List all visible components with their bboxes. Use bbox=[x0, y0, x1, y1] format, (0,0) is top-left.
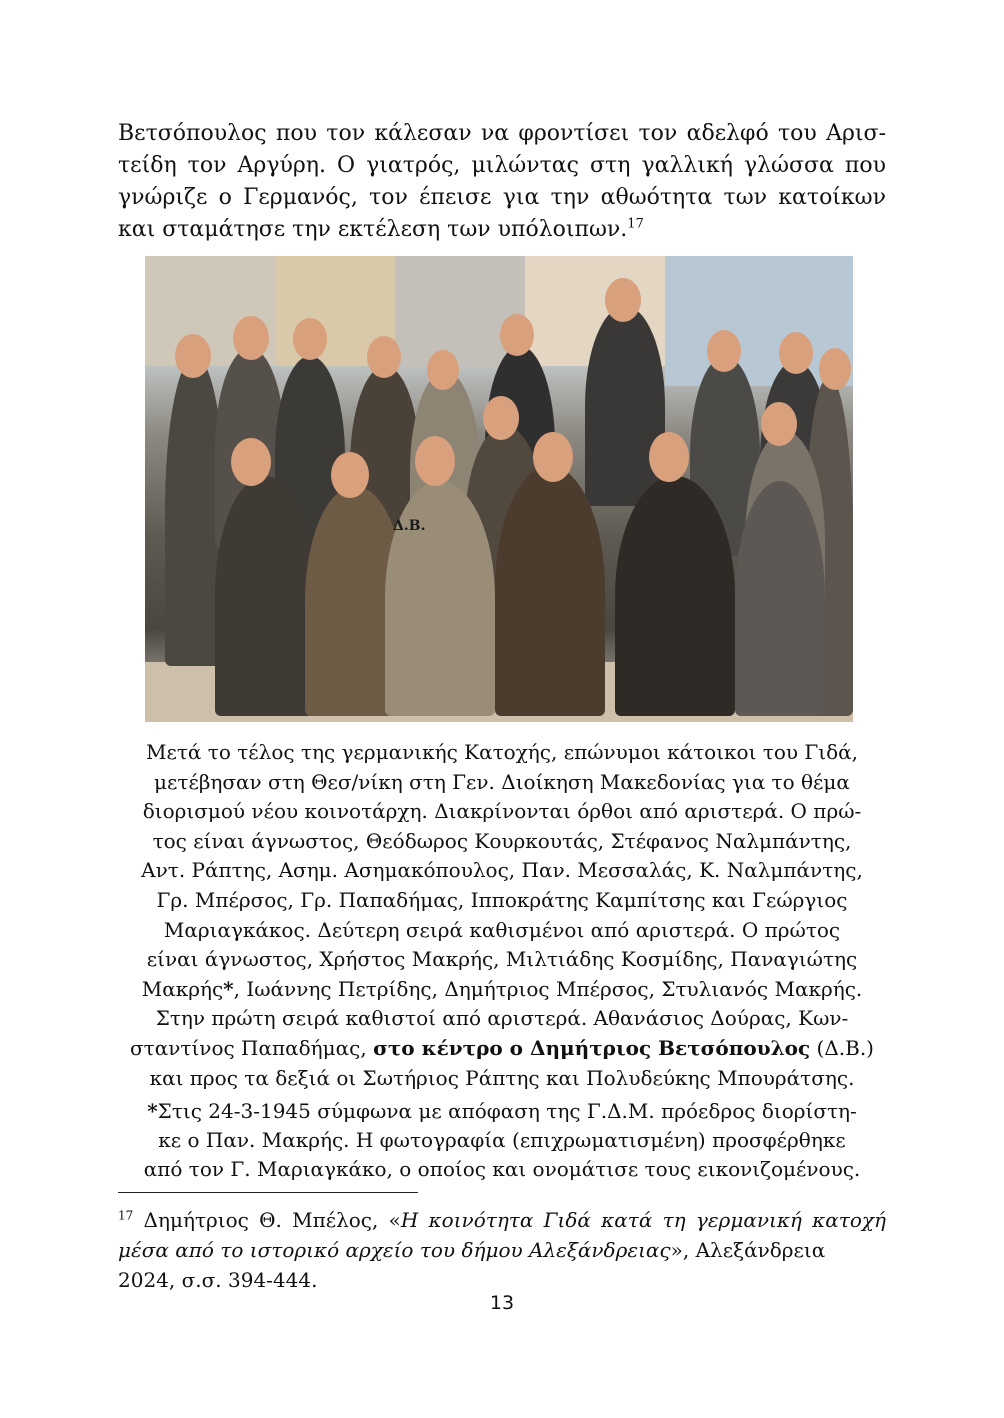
body-line-1: Βετσόπουλος που τον κάλεσαν να φροντίσει τον αδελφό του Αρισ- bbox=[118, 121, 886, 146]
caption-highlight: στο κέντρο ο Δημήτριος Βετσόπουλος bbox=[373, 1035, 811, 1060]
body-line-3: γνώριζε ο Γερμανός, τον έπεισε για την αθωότητα των κατοίκων bbox=[118, 185, 886, 210]
note-asterisk: * bbox=[147, 1099, 158, 1123]
body-paragraph bbox=[118, 118, 886, 246]
note-line: κε ο Παν. Μακρής. Η φωτογραφία (επιχρωματισμένη) προσφέρθηκε bbox=[158, 1128, 846, 1152]
footnote-line-1: $^{17}$ Δημήτριος Θ. Μπέλος, «Η κοινότητα Γιδά κατά τη γερμανική κατοχή bbox=[118, 1208, 886, 1232]
photo-face bbox=[427, 350, 459, 390]
photo-face bbox=[649, 432, 689, 482]
caption-line: είναι άγνωστος, Χρήστος Μακρής, Μιλτιάδης Κοσμίδης, Παναγιώτης bbox=[146, 947, 858, 972]
note-line: από τον Γ. Μαριαγκάκο, ο οποίος και ονομάτισε τους εικονιζομένους. bbox=[143, 1157, 861, 1181]
photo-label-dv: Δ.Β. bbox=[393, 518, 426, 534]
photo-face bbox=[175, 334, 211, 378]
photo-person bbox=[585, 306, 665, 506]
caption-line: Μετά το τέλος της γερμανικής Κατοχής, επώνυμοι κάτοικοι του Γιδά, bbox=[145, 740, 859, 764]
caption-line: και προς τα δεξιά οι Σωτήριος Ράπτης και Πολυδεύκης Μπουράτσης. bbox=[149, 1065, 855, 1090]
photo-note bbox=[118, 1097, 886, 1184]
photo-face bbox=[500, 314, 534, 356]
footnote-number: 17 bbox=[118, 1208, 134, 1223]
footnote-line-2: μέσα από το ιστορικό αρχείο του δήμου Αλεξάνδρειας», Αλεξάνδρεια bbox=[118, 1238, 826, 1262]
body-line-2: τείδη τον Αργύρη. Ο γιατρός, μιλώντας στη γαλλική γλώσσα που bbox=[118, 153, 886, 178]
photo-person bbox=[735, 481, 825, 716]
photo-face bbox=[483, 396, 519, 440]
photo-face bbox=[293, 318, 327, 360]
photo-face bbox=[533, 432, 573, 482]
photo-face bbox=[231, 438, 271, 486]
note-line: *Στις 24-3-1945 σύμφωνα με απόφαση της Γ.Δ.Μ. πρόεδρος διορίστη- bbox=[147, 1099, 857, 1123]
photo-person bbox=[615, 476, 735, 716]
page-number: 13 bbox=[489, 1292, 515, 1314]
photo-face bbox=[605, 278, 641, 322]
caption-line: σταντίνος Παπαδήμας, στο κέντρο ο Δημήτριος Βετσόπουλος (Δ.Β.) bbox=[130, 1035, 874, 1060]
caption-line: διορισμού νέου κοινοτάρχη. Διακρίνονται όρθοι από αριστερά. Ο πρώ- bbox=[142, 799, 862, 824]
photo-person bbox=[385, 481, 495, 716]
caption-line: Γρ. Μπέρσος, Γρ. Παπαδήμας, Ιπποκράτης Καμπίτσης και Γεώργιος bbox=[156, 887, 848, 912]
footnote bbox=[118, 1205, 886, 1295]
photo-face bbox=[233, 316, 269, 360]
caption-line: Αντ. Ράπτης, Ασημ. Ασημακόπουλος, Παν. Μεσσαλάς, Κ. Ναλμπάντης, bbox=[141, 858, 863, 883]
caption-line: Μαριαγκάκος. Δεύτερη σειρά καθισμένοι από αριστερά. Ο πρώτος bbox=[163, 917, 841, 942]
caption-line: τος είναι άγνωστος, Θεόδωρος Κουρκουτάς, Στέφανος Ναλμπάντης, bbox=[152, 828, 852, 853]
group-photo bbox=[145, 256, 853, 722]
photo-face bbox=[761, 402, 797, 446]
footnote-line-3: 2024, σ.σ. 394-444. bbox=[118, 1268, 318, 1292]
caption-line: Στην πρώτη σειρά καθιστοί από αριστερά. Αθανάσιος Δούρας, Κων- bbox=[155, 1006, 849, 1031]
caption-line: Μακρής*, Ιωάννης Πετρίδης, Δημήτριος Μπέρσος, Στυλιανός Μακρής. bbox=[141, 976, 863, 1001]
photo-face bbox=[331, 452, 369, 498]
photo-person bbox=[495, 466, 605, 716]
footnote-separator bbox=[118, 1192, 418, 1193]
footnote-reference[interactable]: 17 bbox=[627, 216, 644, 232]
photo-face bbox=[779, 332, 813, 374]
photo-caption bbox=[118, 738, 886, 1093]
photo-face bbox=[367, 336, 401, 378]
photo-face bbox=[415, 436, 455, 486]
body-line-4: και σταμάτησε την εκτέλεση των υπόλοιπων.$^{17}$ bbox=[118, 216, 644, 242]
photo-person bbox=[215, 476, 315, 716]
photo-face bbox=[819, 348, 851, 390]
photo-face bbox=[707, 330, 741, 372]
asterisk-mark: * bbox=[223, 976, 234, 1001]
caption-line: μετέβησαν στη Θεσ/νίκη στη Γεν. Διοίκηση Μακεδονίας για το θέμα bbox=[154, 769, 850, 794]
